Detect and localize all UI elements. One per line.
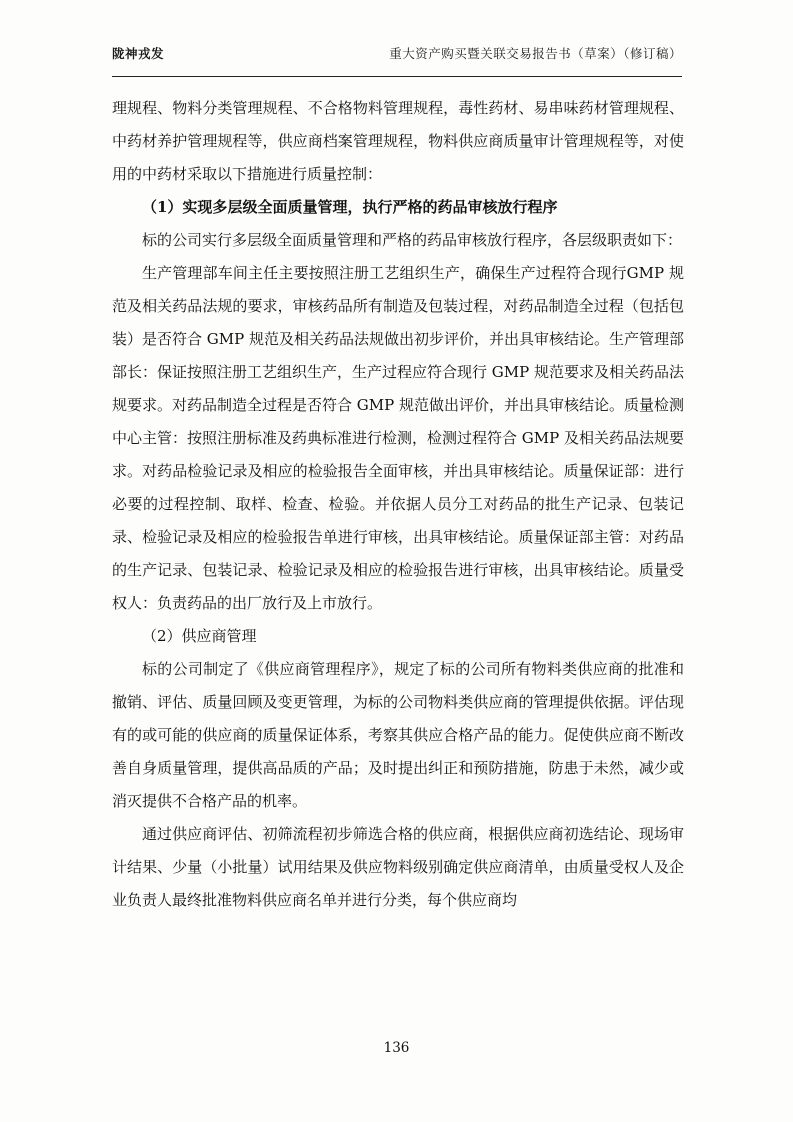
paragraph-supplier-evaluation: 通过供应商评估、初筛流程初步筛选合格的供应商，根据供应商初选结论、现场审计结果、少量（小批量）试用结果及供应物料级别确定供应商清单，由质量受权人及企业负责人最终批准物料供应商名单并进行分类，每个供应商均 — [112, 825, 684, 909]
paragraph-heading-supplier-management: （2）供应商管理 — [142, 627, 257, 645]
header-document-title: 重大资产购买暨关联交易报告书（草案）（修订稿） — [389, 46, 682, 61]
page-body — [112, 92, 684, 917]
paragraph-continuation: 理规程、物料分类管理规程、不合格物料管理规程，毒性药材、易串味药材管理规程、中药材养护管理规程等，供应商档案管理规程，物料供应商质量审计管理规程等，对使用的中药材采取以下措施进行质量控制： — [112, 99, 684, 183]
header-company-name: 陇神戎发 — [112, 46, 165, 61]
paragraph-roles-detail: 生产管理部车间主任主要按照注册工艺组织生产，确保生产过程符合现行GMP 规范及相关药品法规的要求，审核药品所有制造及包装过程，对药品制造全过程（包括包装）是否符合 GMP 规范及相关药品法规做出初步评价，并出具审核结论。生产管理部部长：保证按照注册工艺组织生产，生产过程应符合现行 GMP 规范要求及相关药品法规要求。对药品制造全过程是否符合 GMP 规范做出评价，并出具审核结论。质量检测中心主管：按照注册标准及药典标准进行检测，检测过程符合 GMP 及相关药品法规要求。对药品检验记录及相应的检验报告全面审核，并出具审核结论。质量保证部：进行必要的过程控制、取样、检查、检验。并依据人员分工对药品的批生产记录、包装记录、检验记录及相应的检验报告单进行审核，出具审核结论。质量保证部主管：对药品的生产记录、包装记录、检验记录及相应的检验报告进行审核，出具审核结论。质量受权人：负责药品的出厂放行及上市放行。 — [112, 264, 684, 612]
paragraph-levels-intro: 标的公司实行多层级全面质量管理和严格的药品审核放行程序，各层级职责如下： — [142, 231, 683, 249]
paragraph-supplier-procedure: 标的公司制定了《供应商管理程序》，规定了标的公司所有物料类供应商的批准和撤销、评估、质量回顾及变更管理，为标的公司物料类供应商的管理提供依据。评估现有的或可能的供应商的质量保证体系，考察其供应合格产品的能力。促使供应商不断改善自身质量管理，提供高品质的产品；及时提出纠正和预防措施，防患于未然，减少或消灭提供不合格产品的机率。 — [112, 660, 684, 810]
header-divider — [112, 76, 682, 77]
page-header — [112, 44, 682, 62]
page-footer — [0, 1040, 793, 1056]
paragraph-heading-quality-management: （1）实现多层级全面质量管理，执行严格的药品审核放行程序 — [142, 198, 558, 216]
page-number: 136 — [383, 1040, 410, 1056]
